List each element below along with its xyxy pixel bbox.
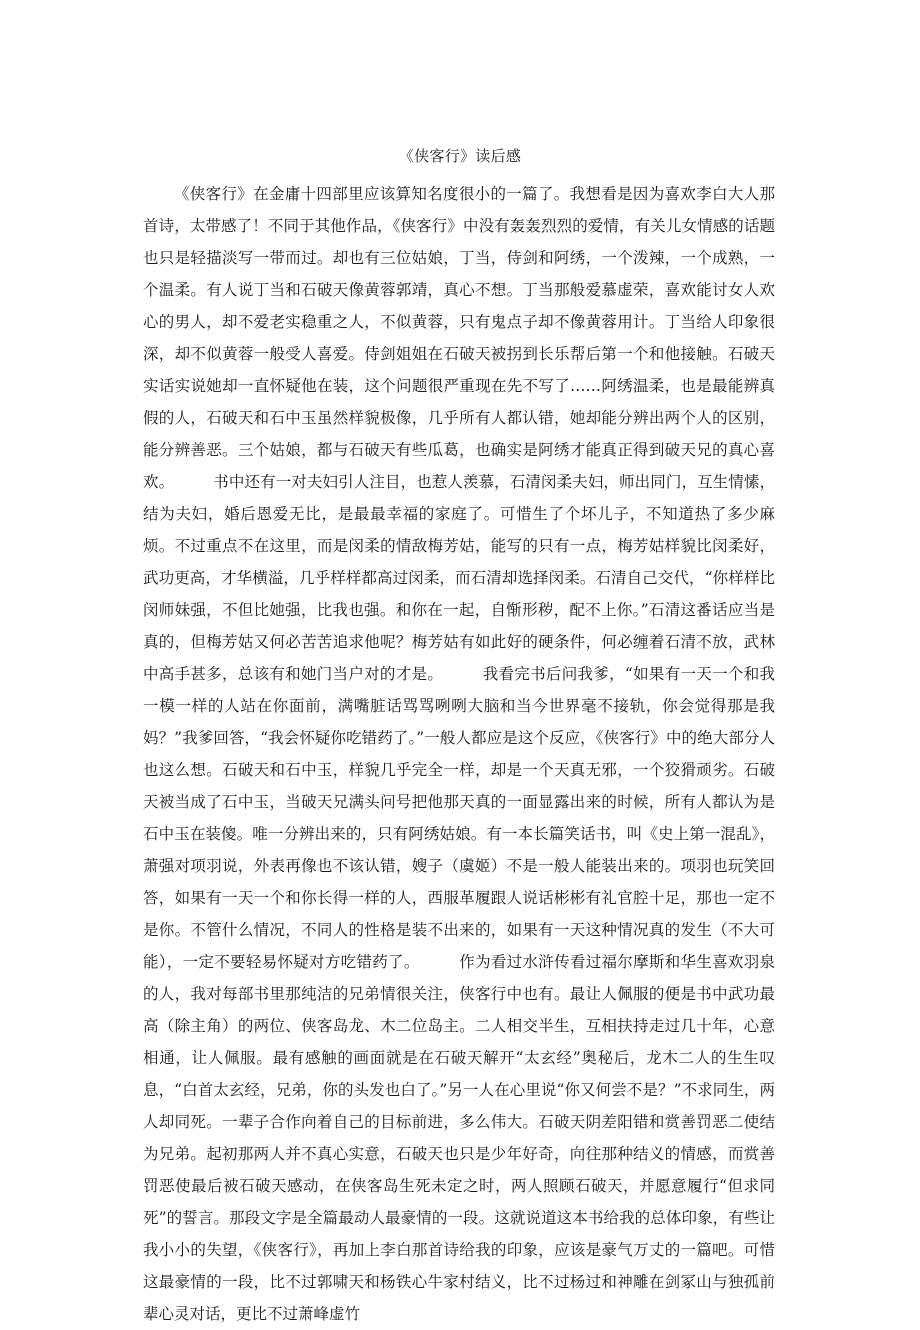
document-body-paragraph: 《侠客行》在金庸十四部里应该算知名度很小的一篇了。我想看是因为喜欢李白大人那首诗，太带感了！不同于其他作品，《侠客行》中没有轰轰烈烈的爱情，有关儿女情感的话题也只是轻描淡写一带而过。却也有三位姑娘，丁当，侍剑和阿绣，一个泼辣，一个成熟，一个温柔。有人说丁当和石破天像黄蓉郭靖，真心不想。丁当那般爱慕虚荣，喜欢能讨女人欢心的男人，却不爱老实稳重之人，不似黄蓉，只有鬼点子却不像黄蓉用计。丁当给人印象很深，却不似黄蓉一般受人喜爱。侍剑姐姐在石破天被拐到长乐帮后第一个和他接触。石破天实话实说她却一直怀疑他在装，这个问题很严重现在先不写了……阿绣温柔，也是最能辨真假的人，石破天和石中玉虽然样貌极像，几乎所有人都认错，她却能分辨出两个人的区别，能分辨善恶。三个姑娘，都与石破天有些瓜葛，也确实是阿绣才能真正得到破天兄的真心喜欢。 书中还有一对夫妇引人注目，也惹人羡慕，石清闵柔夫妇，师出同门，互生情愫，结为夫妇，婚后恩爱无比，是最最幸福的家庭了。可惜生了个坏儿子，不知道热了多少麻烦。不过重点不在这里，而是闵柔的情敌梅芳姑，能写的只有一点，梅芳姑样貌比闵柔好，武功更高，才华横溢，几乎样样都高过闵柔，而石清却选择闵柔。石清自己交代，“你样样比闵师妹强，不但比她强，比我也强。和你在一起，自惭形秽，配不上你。”石清这番话应当是真的，但梅芳姑又何必苦苦追求他呢？梅芳姑有如此好的硬条件，何必缠着石清不放，武林中高手甚多，总该有和她门当户对的才是。 我看完书后问我爹，“如果有一天一个和我一模一样的人站在你面前，满嘴脏话骂骂咧咧大脑和当今世界毫不接轨，你会觉得那是我妈？”我爹回答，“我会怀疑你吃错药了。”一般人都应是这个反应，《侠客行》中的绝大部分人也这么想。石破天和石中玉，样貌几乎完全一样，却是一个天真无邪，一个狡猾顽劣。石破天被当成了石中玉，当破天兄满头问号把他那天真的一面显露出来的时候，所有人都认为是石中玉在装傻。唯一分辨出来的，只有阿绣姑娘。有一本长篇笑话书，叫《史上第一混乱》，萧强对项羽说，外表再像也不该认错，嫂子（虞姬）不是一般人能装出来的。项羽也玩笑回答，如果有一天一个和你长得一样的人，西服革履跟人说话彬彬有礼官腔十足，那也一定不是你。不管什么情况，不同人的性格是装不出来的，如果有一天这种情况真的发生（不大可能），一定不要轻易怀疑对方吃错药了。 作为看过水浒传看过福尔摩斯和华生喜欢羽泉的人，我对每部书里那纯洁的兄弟情很关注，侠客行中也有。最让人佩服的便是书中武功最高（除主角）的两位、侠客岛龙、木二位岛主。二人相交半生，互相扶持走过几十年，心意相通，让人佩服。最有感触的画面就是在石破天解开“太玄经”奥秘后，龙木二人的生生叹息，“白首太玄经，兄弟，你的头发也白了。”另一人在心里说“你又何尝不是？”不求同生，两人却同死。一辈子合作向着自己的目标前进，多么伟大。石破天阴差阳错和赏善罚恶二使结为兄弟。起初那两人并不真心实意，石破天也只是少年好奇，向往那种结义的情感，而赏善罚恶使最后被石破天感动，在侠客岛生死未定之时，两人照顾石破天，并愿意履行“但求同死”的誓言。那段文字是全篇最动人最豪情的一段。这就说道这本书给我的总体印象，有些让我小小的失望，《侠客行》，再加上李白那首诗给我的印象，应该是豪气万丈的一篇吧。可惜这最豪情的一段，比不过郭啸天和杨铁心牛家村结义，比不过杨过和神雕在剑冢山与独孤前辈心灵对话，更比不过萧峰虚竹 [143, 185, 775, 1323]
document-title: 《侠客行》读后感 [398, 147, 522, 165]
